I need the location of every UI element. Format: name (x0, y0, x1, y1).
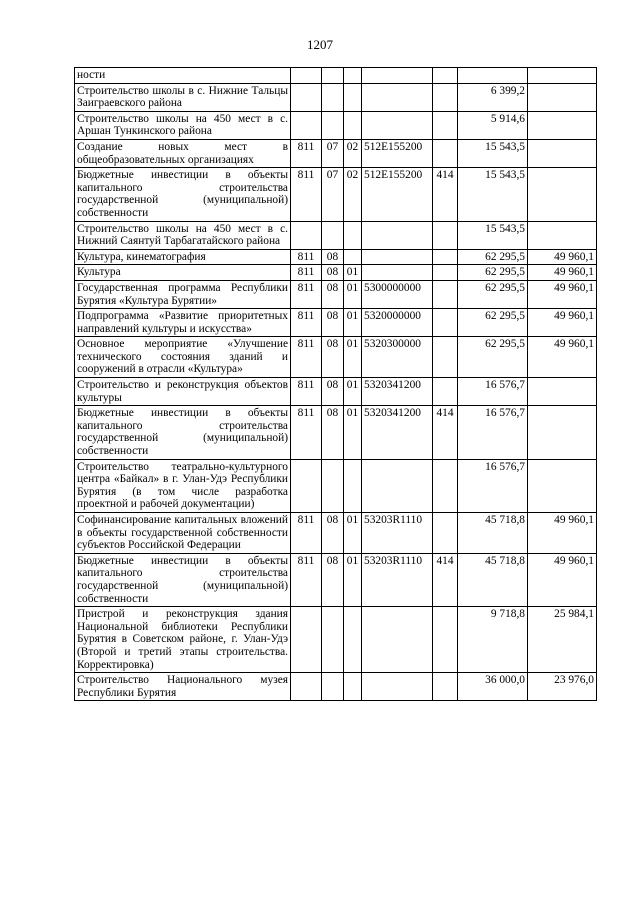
row-section: 08 (322, 406, 344, 459)
row-type (433, 337, 458, 378)
row-name: Подпрограмма «Развитие приоритетных направлений культуры и искусства» (75, 309, 291, 337)
row-subsection: 01 (344, 513, 362, 554)
row-section: 07 (322, 139, 344, 167)
row-section: 08 (322, 513, 344, 554)
table-row (75, 221, 597, 249)
row-type (433, 111, 458, 139)
row-program (362, 111, 433, 139)
row-value-2019: 62 295,5 (458, 265, 528, 281)
row-subsection: 01 (344, 309, 362, 337)
row-section (322, 221, 344, 249)
row-value-2020: 49 960,1 (528, 280, 597, 308)
row-value-2020: 49 960,1 (528, 337, 597, 378)
row-program: 53203R1110 (362, 513, 433, 554)
table-row (75, 139, 597, 167)
row-type (433, 83, 458, 111)
row-section: 07 (322, 168, 344, 221)
row-code: 811 (291, 406, 322, 459)
row-subsection: 01 (344, 280, 362, 308)
row-code (291, 83, 322, 111)
row-value-2020: 25 984,1 (528, 607, 597, 673)
row-value-2019 (458, 68, 528, 84)
row-code: 811 (291, 309, 322, 337)
row-name: Строительство школы на 450 мест в с. Аршан Тункинского района (75, 111, 291, 139)
row-section: 08 (322, 553, 344, 606)
row-code (291, 221, 322, 249)
row-value-2020: 49 960,1 (528, 513, 597, 554)
table-row (75, 68, 597, 84)
row-value-2020 (528, 406, 597, 459)
row-value-2020: 49 960,1 (528, 249, 597, 265)
row-type (433, 265, 458, 281)
row-code: 811 (291, 280, 322, 308)
row-type (433, 673, 458, 701)
row-subsection: 01 (344, 406, 362, 459)
row-program: 5320300000 (362, 337, 433, 378)
row-subsection (344, 459, 362, 512)
row-value-2019: 15 543,5 (458, 139, 528, 167)
row-subsection: 02 (344, 139, 362, 167)
row-program: 53203R1110 (362, 553, 433, 606)
row-value-2019: 15 543,5 (458, 168, 528, 221)
row-value-2019: 16 576,7 (458, 459, 528, 512)
table-row (75, 168, 597, 221)
row-program (362, 83, 433, 111)
row-code (291, 68, 322, 84)
row-type: 414 (433, 406, 458, 459)
row-type (433, 280, 458, 308)
row-name: Софинансирование капитальных вложений в объекты государственной собственности субъектов Российской Федерации (75, 513, 291, 554)
row-section: 08 (322, 337, 344, 378)
row-value-2020 (528, 378, 597, 406)
row-value-2020: 49 960,1 (528, 265, 597, 281)
table-row (75, 280, 597, 308)
row-subsection (344, 68, 362, 84)
row-value-2020 (528, 83, 597, 111)
row-type (433, 513, 458, 554)
row-program (362, 68, 433, 84)
row-subsection: 01 (344, 553, 362, 606)
row-program: 5320000000 (362, 309, 433, 337)
table-row (75, 249, 597, 265)
row-program (362, 607, 433, 673)
row-value-2020 (528, 221, 597, 249)
row-name: Строительство театрально-культурного центра «Байкал» в г. Улан-Удэ Республики Бурятия (в том числе разработка проектной и рабочей документации) (75, 459, 291, 512)
row-value-2019: 62 295,5 (458, 309, 528, 337)
row-type (433, 607, 458, 673)
row-subsection (344, 111, 362, 139)
row-type: 414 (433, 553, 458, 606)
row-subsection (344, 83, 362, 111)
row-value-2019: 16 576,7 (458, 406, 528, 459)
row-program: 512E155200 (362, 139, 433, 167)
table-row (75, 607, 597, 673)
row-code: 811 (291, 378, 322, 406)
row-name: ности (75, 68, 291, 84)
row-type (433, 249, 458, 265)
table-row (75, 513, 597, 554)
row-value-2019: 9 718,8 (458, 607, 528, 673)
row-code: 811 (291, 513, 322, 554)
row-code: 811 (291, 139, 322, 167)
table-row (75, 337, 597, 378)
row-type (433, 221, 458, 249)
row-name: Бюджетные инвестиции в объекты капитального строительства государственной (муниципальной) собственности (75, 168, 291, 221)
row-subsection: 01 (344, 265, 362, 281)
row-value-2019: 62 295,5 (458, 280, 528, 308)
row-code (291, 607, 322, 673)
budget-table (74, 67, 597, 701)
row-section: 08 (322, 378, 344, 406)
row-type (433, 68, 458, 84)
row-code (291, 459, 322, 512)
row-value-2019: 36 000,0 (458, 673, 528, 701)
row-section: 08 (322, 309, 344, 337)
table-row (75, 309, 597, 337)
row-section (322, 68, 344, 84)
row-value-2019: 5 914,6 (458, 111, 528, 139)
table-row (75, 265, 597, 281)
row-name: Пристрой и реконструкция здания Национальной библиотеки Республики Бурятия в Советском районе, г. Улан-Удэ (Второй и третий этапы строительства. Корректировка) (75, 607, 291, 673)
table-row (75, 378, 597, 406)
row-name: Создание новых мест в общеобразовательных организациях (75, 139, 291, 167)
row-value-2019: 16 576,7 (458, 378, 528, 406)
row-code: 811 (291, 249, 322, 265)
row-section: 08 (322, 280, 344, 308)
table-row (75, 406, 597, 459)
row-program: 5320341200 (362, 406, 433, 459)
row-name: Строительство Национального музея Республики Бурятия (75, 673, 291, 701)
row-name: Государственная программа Республики Бурятия «Культура Бурятии» (75, 280, 291, 308)
row-program: 5300000000 (362, 280, 433, 308)
row-code: 811 (291, 265, 322, 281)
row-value-2020 (528, 139, 597, 167)
row-name: Строительство школы в с. Нижние Тальцы Заиграевского района (75, 83, 291, 111)
row-value-2020: 49 960,1 (528, 553, 597, 606)
row-program (362, 673, 433, 701)
table-row (75, 459, 597, 512)
row-value-2020 (528, 168, 597, 221)
table-row (75, 553, 597, 606)
row-name: Культура, кинематография (75, 249, 291, 265)
row-code (291, 673, 322, 701)
row-value-2019: 45 718,8 (458, 513, 528, 554)
row-name: Бюджетные инвестиции в объекты капитального строительства государственной (муниципальной) собственности (75, 406, 291, 459)
row-subsection: 01 (344, 378, 362, 406)
row-value-2019: 15 543,5 (458, 221, 528, 249)
row-program (362, 265, 433, 281)
row-program: 5320341200 (362, 378, 433, 406)
row-program (362, 221, 433, 249)
row-code: 811 (291, 337, 322, 378)
row-section: 08 (322, 265, 344, 281)
row-value-2020 (528, 68, 597, 84)
row-name: Бюджетные инвестиции в объекты капитального строительства государственной (муниципальной) собственности (75, 553, 291, 606)
row-value-2020 (528, 459, 597, 512)
row-section: 08 (322, 249, 344, 265)
table-row (75, 111, 597, 139)
row-section (322, 83, 344, 111)
row-section (322, 459, 344, 512)
row-type (433, 378, 458, 406)
row-type: 414 (433, 168, 458, 221)
row-value-2019: 45 718,8 (458, 553, 528, 606)
page-number: 1207 (307, 37, 333, 52)
row-value-2019: 6 399,2 (458, 83, 528, 111)
row-type (433, 139, 458, 167)
row-section (322, 673, 344, 701)
row-type (433, 459, 458, 512)
row-section (322, 607, 344, 673)
row-value-2020: 49 960,1 (528, 309, 597, 337)
row-subsection (344, 673, 362, 701)
row-type (433, 309, 458, 337)
row-value-2020: 23 976,0 (528, 673, 597, 701)
row-subsection (344, 607, 362, 673)
row-value-2020 (528, 111, 597, 139)
row-program (362, 249, 433, 265)
row-subsection (344, 221, 362, 249)
row-code (291, 111, 322, 139)
row-program: 512E155200 (362, 168, 433, 221)
table-row (75, 83, 597, 111)
row-value-2019: 62 295,5 (458, 249, 528, 265)
row-code: 811 (291, 553, 322, 606)
row-name: Строительство школы на 450 мест в с. Нижний Саянтуй Тарбагатайского района (75, 221, 291, 249)
row-program (362, 459, 433, 512)
row-name: Строительство и реконструкция объектов культуры (75, 378, 291, 406)
row-section (322, 111, 344, 139)
row-subsection: 02 (344, 168, 362, 221)
row-name: Основное мероприятие «Улучшение технического состояния зданий и сооружений в отрасли «Культура» (75, 337, 291, 378)
row-name: Культура (75, 265, 291, 281)
table-row (75, 673, 597, 701)
row-value-2019: 62 295,5 (458, 337, 528, 378)
row-code: 811 (291, 168, 322, 221)
row-subsection: 01 (344, 337, 362, 378)
row-subsection (344, 249, 362, 265)
